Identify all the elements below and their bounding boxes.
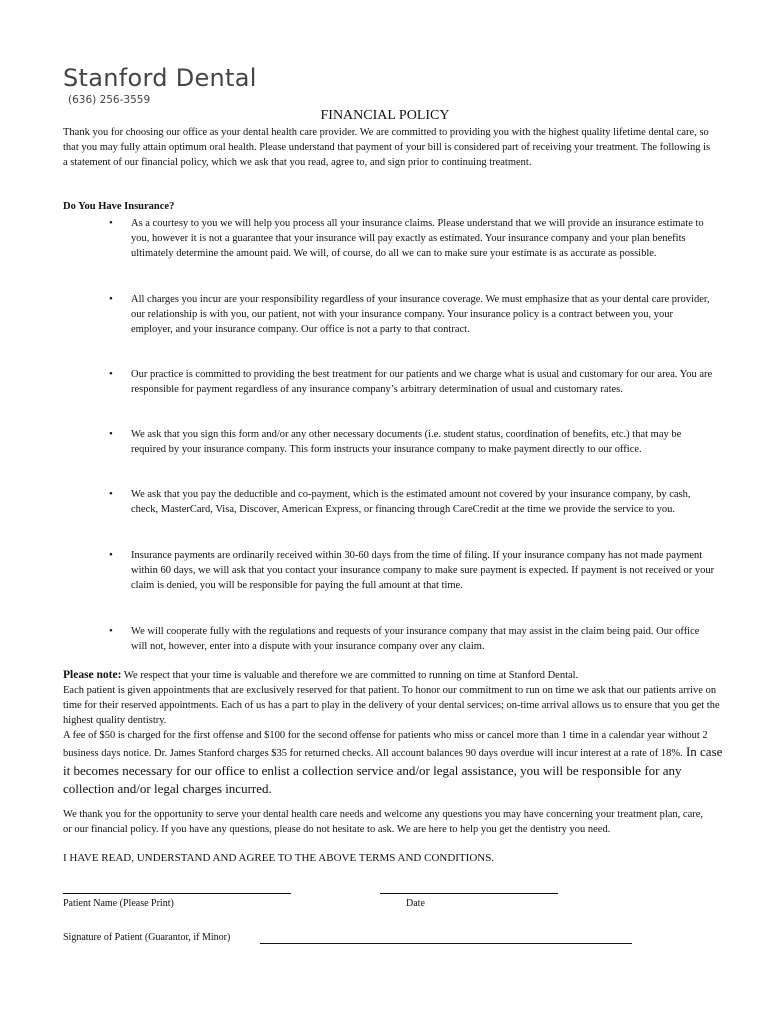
list-item (109, 427, 716, 457)
patient-name-label: Patient Name (Please Print) (63, 898, 174, 909)
bullet-icon: • (109, 428, 113, 440)
list-item (109, 216, 716, 261)
list-item (109, 367, 716, 397)
bullet-icon: • (109, 217, 113, 229)
signature-line[interactable] (260, 943, 632, 944)
list-item-text: We ask that you sign this form and/or any other necessary documents (i.e. student status, coordination of benefits, etc.) that may be required by your insurance company. This form instructs your insurance company to make payment directly to our office. (131, 429, 682, 456)
intro-paragraph: Thank you for choosing our office as your dental health care provider. We are committed to providing you with the highest quality lifetime dental care, so that you may fully attain optimum oral health. Please understand that payment of your bill is considered part of receiving your treatment. The following is a statement of our financial policy, which we ask that you read, agree to, and sign prior to continuing treatment. (63, 127, 711, 169)
please-note-label: Please note: (63, 669, 122, 681)
note-text: We respect that your time is valuable and therefore we are committed to running on time at Stanford Dental. (121, 670, 579, 681)
insurance-heading: Do You Have Insurance? (63, 201, 175, 212)
date-line[interactable] (380, 893, 558, 894)
thank-you-paragraph: We thank you for the opportunity to serve your dental health care needs and welcome any questions you may have concerning your treatment plan, care, or our financial policy. If you have any questions, please do not hesitate to ask. We are here to help you get the dentistry you need. (63, 809, 704, 836)
signature-label: Signature of Patient (Guarantor, if Minor) (63, 932, 231, 943)
date-label: Date (406, 898, 425, 909)
patient-name-line[interactable] (63, 893, 291, 894)
list-item (109, 292, 716, 337)
practice-phone: (636) 256-3559 (68, 94, 151, 106)
fee-text: A fee of $50 is charged for the first offense and $100 for the second offense for patients who miss or cancel more than 1 time in a calendar year without 2 business days notice. Dr. James Stanford charges $35 for returned checks. All account balances 90 days overdue will incur interest at a rate of 18%. (63, 730, 708, 760)
agreement-statement: I HAVE READ, UNDERSTAND AND AGREE TO THE ABOVE TERMS AND CONDITIONS. (63, 852, 495, 864)
bullet-icon: • (109, 368, 113, 380)
practice-name: Stanford Dental (63, 64, 257, 92)
list-item-text: We will cooperate fully with the regulations and requests of your insurance company that may assist in the claim being paid. Our office will not, however, enter into a dispute with your insurance company over any claim. (131, 626, 700, 653)
list-item (109, 624, 716, 654)
list-item-text: Our practice is committed to providing the best treatment for our patients and we charge what is usual and customary for our area. You are responsible for payment regardless of any insurance company’s arbitrary determination of usual and customary rates. (131, 369, 713, 396)
note-text: Each patient is given appointments that are exclusively reserved for that patient. To honor our commitment to run on time we ask that our patients arrive on time for their reserved appointments. Each of us has a part to play in the delivery of your dental services; on-time arrival allows us to ensure that you get the highest quality dentistry. (63, 685, 720, 727)
list-item-text: We ask that you pay the deductible and co-payment, which is the estimated amount not covered by your insurance company, by cash, check, MasterCard, Visa, Discover, American Express, or financing through CareCredit at the time we provide the service to you. (131, 489, 691, 516)
list-item (109, 487, 716, 517)
bullet-icon: • (109, 293, 113, 305)
bullet-icon: • (109, 549, 113, 561)
please-note-section (63, 668, 723, 798)
list-item-text: All charges you incur are your responsibility regardless of your insurance coverage. We must emphasize that as your dental care provider, our relationship is with you, our patient, not with your insurance company. Your insurance policy is a contract between you, your employer, and your insurance company. Our office is not a party to that contract. (131, 294, 710, 336)
list-item (109, 548, 716, 593)
bullet-icon: • (109, 625, 113, 637)
collection-text: In case it becomes necessary for our office to enlist a collection service and/or legal assistance, you will be responsible for any collection and/or legal charges incurred. (63, 744, 723, 796)
page-title: FINANCIAL POLICY (320, 108, 450, 123)
bullet-icon: • (109, 488, 113, 500)
list-item-text: Insurance payments are ordinarily received within 30-60 days from the time of filing. If your insurance company has not made payment within 60 days, we will ask that you contact your insurance company to make sure payment is expected. If payment is not received or your claim is denied, you will be responsible for paying the full amount at that time. (131, 550, 715, 592)
list-item-text: As a courtesy to you we will help you process all your insurance claims. Please understand that we will provide an insurance estimate to you, however it is not a guarantee that your insurance will pay exactly as estimated. Your insurance company and your plan benefits ultimately determine the amount paid. We will, of course, do all we can to make sure your estimate is as accurate as possible. (131, 218, 704, 260)
